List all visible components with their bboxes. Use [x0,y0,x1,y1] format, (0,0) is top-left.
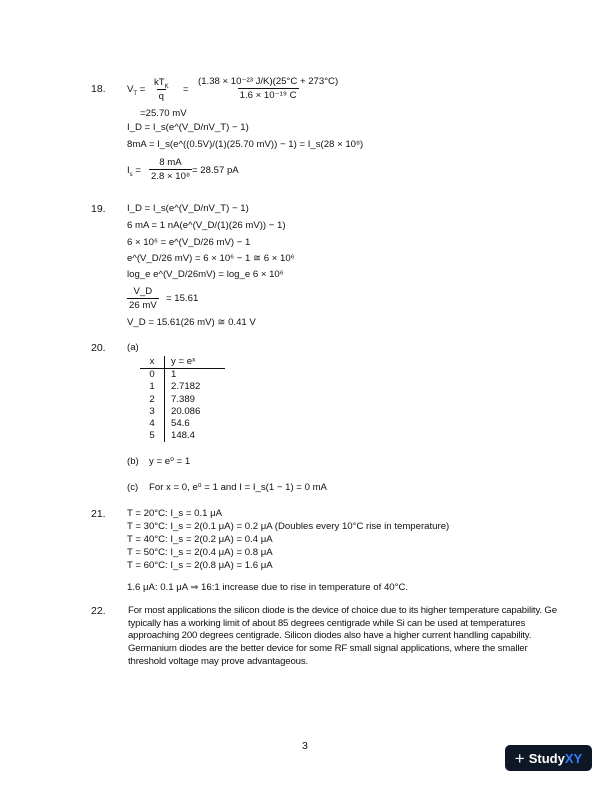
table-row: 5 148.4 [140,430,225,442]
plus-icon: + [514,748,525,768]
vt-result: =25.70 mV [140,108,187,119]
table-row: 4 54.6 [140,418,225,430]
problem-19-number: 19. [91,203,106,215]
p20-part-b-label: (b) [127,456,139,467]
diode-equation-18: I_D = I_s(e^(V_D/nV_T) − 1) [127,122,249,133]
vt-fraction-kt-over-q: $kT_K$ q [154,77,169,102]
p19-fraction-result: = 15.61 [166,293,199,304]
table-row: 1 2.7182 [140,381,225,393]
p19-line-5: log_e e^(V_D/26mV) = log_e 6 × 10⁶ [127,269,284,280]
p20-part-b-text: y = e⁰ = 1 [149,456,191,467]
table-header-y: y = eˣ [165,356,226,369]
problem-22-number: 22. [91,605,106,617]
p19-final: V_D = 15.61(26 mV) ≅ 0.41 V [127,317,256,328]
problem-18-number: 18. [91,83,106,95]
p19-line-2: 6 mA = 1 nA(e^(V_D/(1)(26 mV)) − 1) [127,220,286,231]
table-row: 2 7.389 [140,394,225,406]
vt-eq2: = [183,84,189,95]
p20-part-c-text: For x = 0, e⁰ = 1 and I = I_s(1 − 1) = 0 mA [149,482,327,493]
brand-xy-text: XY [564,750,583,766]
is-lhs: $I_s$ = [127,165,141,178]
p19-vd-fraction: $\frac{V\_D}{26 mV}$ [129,286,157,311]
p20-part-c-label: (c) [127,482,139,493]
p19-line-3: 6 × 10⁶ = e^(V_D/26 mV) − 1 [127,237,251,248]
exponential-table [140,356,225,442]
problem-20-number: 20. [91,342,106,354]
p21-line: T = 60°C: I_s = 2(0.8 μA) = 1.6 μA [127,560,273,571]
vt-fraction-values: $\frac{\text{(1.38 × 10⁻²³ J/K)(25°C + 273°C)}}{\text{1.6 × 10⁻¹⁹ C}}$ [198,76,339,101]
p21-line: T = 40°C: I_s = 2(0.2 μA) = 0.4 μA [127,534,273,545]
p19-line-1: I_D = I_s(e^(V_D/nV_T) − 1) [127,203,249,214]
table-header-row [140,356,225,369]
table-row: 3 20.086 [140,406,225,418]
p19-line-4: e^(V_D/26 mV) = 6 × 10⁶ − 1 ≅ 6 × 10⁶ [127,253,295,264]
page-number: 3 [302,740,308,752]
p21-line: T = 30°C: I_s = 2(0.1 μA) = 0.2 μA (Doubles every 10°C rise in temperature) [127,521,450,532]
table-row: 0 1 [140,369,225,382]
studyxy-badge[interactable] [505,745,592,771]
p21-line: T = 20°C: I_s = 0.1 μA [127,508,223,519]
p20-part-a-label: (a) [127,342,139,353]
problem-21-number: 21. [91,508,106,520]
is-calculation-line: 8mA = I_s(e^((0.5V)/(1)(25.70 mV)) − 1) = I_s(28 × 10⁸) [127,139,364,150]
p22-paragraph: For most applications the silicon diode is the device of choice due to its higher temperature capability. Ge typically has a working limit of about 85 degrees centigrade while Si can be used at temperatures approaching 200 degrees centigrade. Silicon diodes also have a higher current handling capability. Germanium diodes are the better device for some RF small signal applications, where the smaller threshold voltage may prove advantageous. [128,605,557,667]
is-result: = 28.57 pA [192,165,239,176]
vt-lhs: $V_T$ = [127,84,146,97]
p21-line: T = 50°C: I_s = 2(0.4 μA) = 0.8 μA [127,547,273,558]
is-fraction: $\frac{8 mA}{\text{2.8 × 10⁸}}$ [151,157,190,182]
table-header-x: x [140,356,165,369]
p21-summary: 1.6 μA: 0.1 μA ⇒ 16:1 increase due to rise in temperature of 40°C. [127,582,409,593]
brand-study-text: Study [528,750,565,766]
